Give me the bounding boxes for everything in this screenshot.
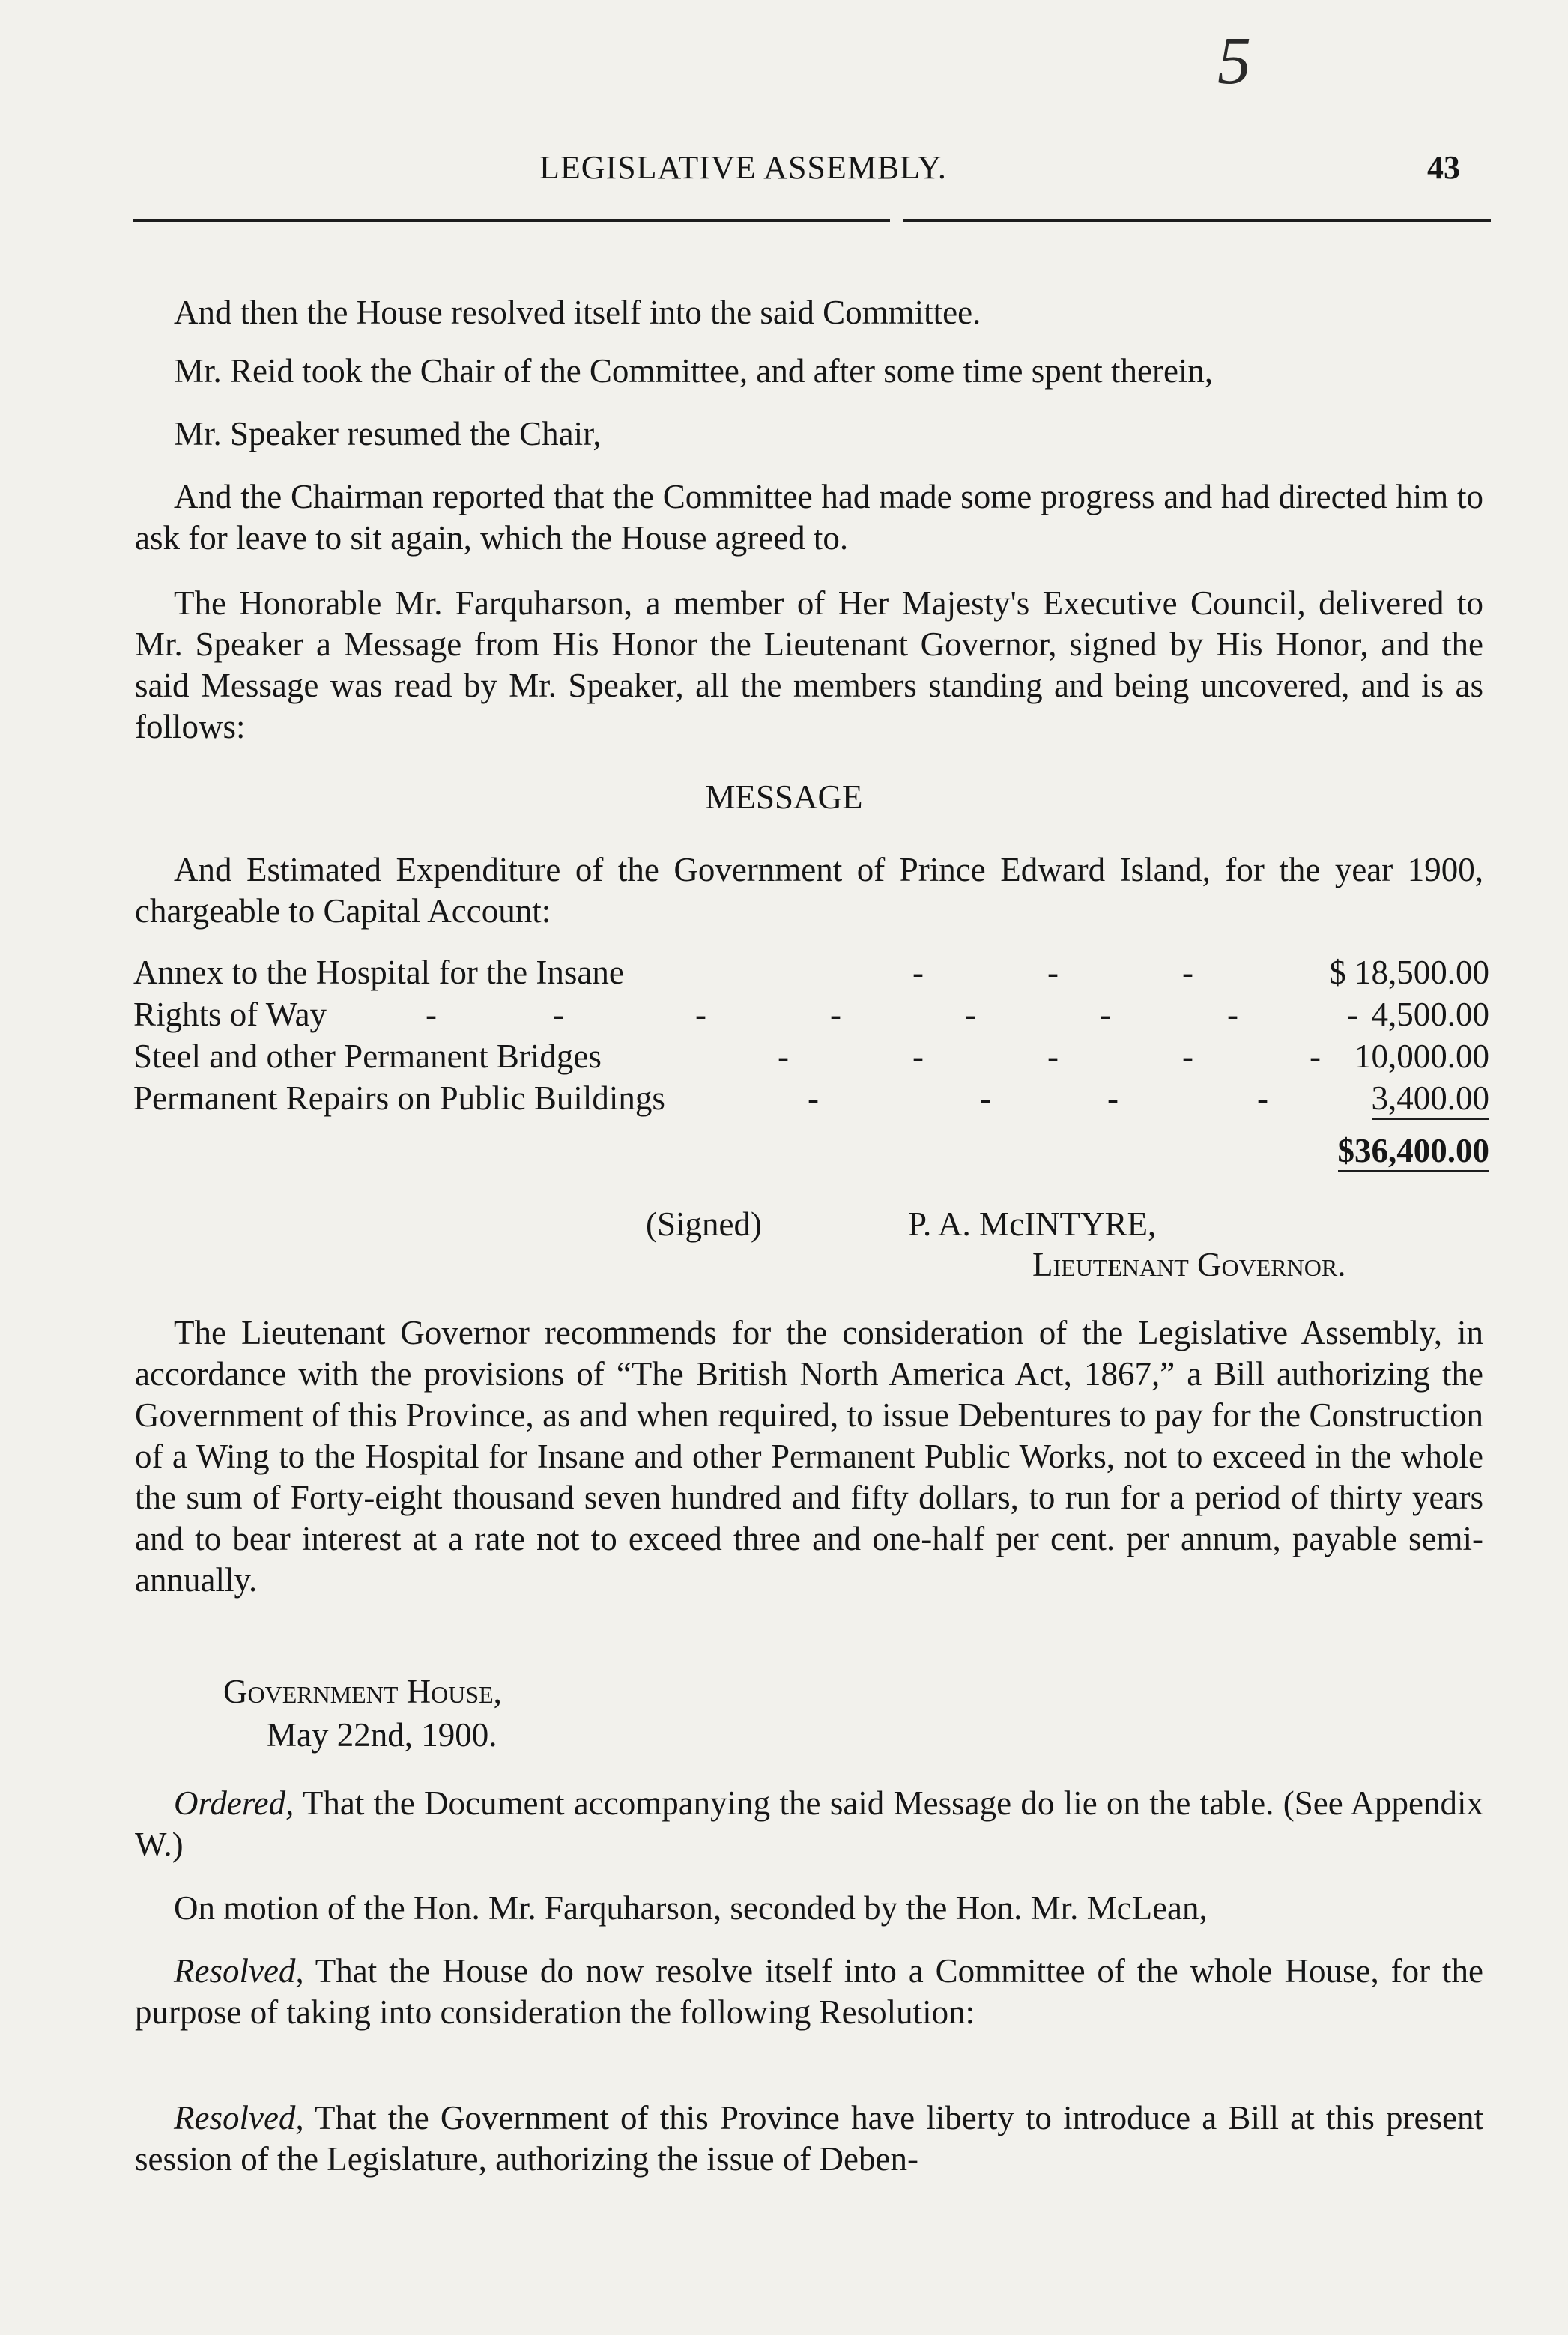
header-rule-right: [903, 219, 1491, 222]
margin-mark: 5: [1217, 24, 1251, 98]
resolved-paragraph-1: [135, 1951, 1483, 2033]
resolved-text: That the Government of this Province have liberty to introduce a Bill at this present session of the Legislature, authorizing the issue of Deben-: [135, 2099, 1483, 2178]
ordered-paragraph: [135, 1783, 1483, 1865]
table-row: Annex to the Hospital for the Insane - - - $ 18,500.00: [133, 954, 1489, 991]
motion-paragraph: On motion of the Hon. Mr. Farquharson, seconded by the Hon. Mr. McLean,: [174, 1889, 1208, 1927]
running-header: LEGISLATIVE ASSEMBLY.: [539, 149, 947, 186]
signed-label: (Signed): [646, 1205, 762, 1243]
date-line: May 22nd, 1900.: [267, 1716, 497, 1754]
item-amount: 3,400.00: [1372, 1079, 1490, 1120]
table-row: Steel and other Permanent Bridges - - - - - 10,000.00: [133, 1038, 1489, 1075]
signatory-title: Lieutenant Governor.: [1032, 1246, 1346, 1283]
item-amount: $ 18,500.00: [1329, 954, 1489, 991]
paragraph-speaker: Mr. Speaker resumed the Chair,: [174, 415, 602, 452]
item-label: Annex to the Hospital for the Insane: [133, 954, 624, 991]
expenditure-table: [133, 953, 1489, 1169]
resolved-lead: Resolved,: [174, 2099, 304, 2136]
item-label: Rights of Way: [133, 996, 327, 1033]
paragraph-report: And the Chairman reported that the Committee had made some progress and had directed him to ask for leave to sit again, which the House agreed to.: [135, 478, 1483, 557]
message-heading: MESSAGE: [705, 778, 863, 816]
place-line: Government House,: [223, 1673, 502, 1710]
paragraph-committee: And then the House resolved itself into the said Committee.: [174, 294, 981, 331]
item-amount: 10,000.00: [1354, 1038, 1489, 1075]
recommendation-paragraph: The Lieutenant Governor recommends for the consideration of the Legislative Assembly, in accordance with the provisions of “The British North America Act, 1867,” a Bill authorizing the Government of this Province, as and when required, to issue Debentures to pay for the Construction of a Wing to the Hospital for Insane and other Permanent Public Works, not to exceed in the whole the sum of Forty-eight thousand seven hundred and fifty dollars, to run for a period of thirty years and to bear interest at a rate not to exceed three and one-half per cent. per annum, payable semi-annually.: [135, 1314, 1483, 1599]
resolved-lead: Resolved,: [174, 1952, 304, 1990]
table-row: Permanent Repairs on Public Buildings - - - - 3,400.00: [133, 1079, 1489, 1121]
table-row: Rights of Way - - - - - - - - 4,500.00: [133, 996, 1489, 1033]
item-label: Steel and other Permanent Bridges: [133, 1038, 602, 1075]
message-intro: And Estimated Expenditure of the Government of Prince Edward Island, for the year 1900, chargeable to Capital Account:: [135, 851, 1483, 930]
ordered-text: That the Document accompanying the said Message do lie on the table. (See Appendix W.): [135, 1784, 1483, 1863]
page-number: 43: [1427, 149, 1460, 186]
paragraph-delivery: The Honorable Mr. Farquharson, a member of Her Majesty's Executive Council, delivered to Mr. Speaker a Message from His Honor the Lieutenant Governor, signed by His Honor, and the said Message was read by Mr. Speaker, all the members standing and being uncovered, and is as follows:: [135, 584, 1483, 745]
item-amount: 4,500.00: [1371, 996, 1489, 1033]
header-rule-left: [133, 219, 890, 222]
resolved-paragraph-2: [135, 2098, 1483, 2180]
total-amount: $36,400.00: [1338, 1131, 1490, 1172]
resolved-text: That the House do now resolve itself into a Committee of the whole House, for the purpose of taking into consideration the following Resolution:: [135, 1952, 1483, 2031]
item-label: Permanent Repairs on Public Buildings: [133, 1079, 665, 1117]
ordered-lead: Ordered,: [174, 1784, 294, 1822]
paragraph-chair: Mr. Reid took the Chair of the Committee, and after some time spent therein,: [174, 352, 1214, 390]
signatory-name: P. A. McINTYRE,: [908, 1205, 1157, 1243]
